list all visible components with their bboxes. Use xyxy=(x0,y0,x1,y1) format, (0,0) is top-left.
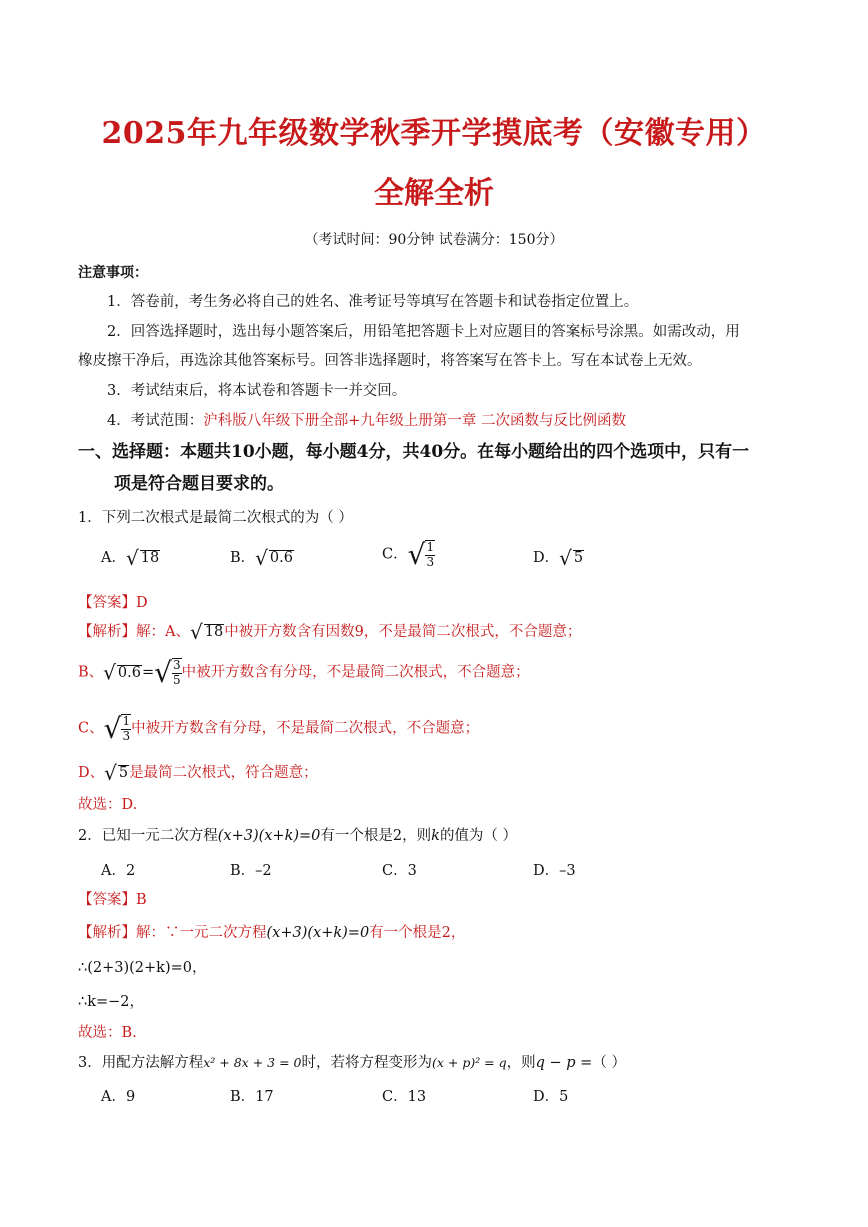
variable: k xyxy=(431,828,440,844)
stem-suffix: 的值为（ ） xyxy=(439,828,518,844)
question-3-option-a: A．9 xyxy=(101,1089,136,1105)
option-label: B． xyxy=(230,550,256,566)
question-3-option-b: B．17 xyxy=(230,1089,274,1105)
expl-prefix: D、 xyxy=(78,765,105,781)
question-1-choose: 故选：D. xyxy=(78,797,138,813)
expression: q − p = xyxy=(535,1055,593,1071)
equation: (x+3)(x+k)=0 xyxy=(217,828,321,844)
expl-text: 中被开方数含有分母，不是最简二次根式，不合题意； xyxy=(181,664,530,681)
note-item-4-prefix: 4．考试范围： xyxy=(107,413,204,429)
expl-text: 是最简二次根式，符合题意； xyxy=(129,765,318,781)
numerator: 1 xyxy=(122,714,131,729)
radicand: 18 xyxy=(204,624,224,640)
question-1-option-c xyxy=(382,538,435,571)
question-1-explanation-a xyxy=(78,620,581,644)
question-1-stem: 1．下列二次根式是最简二次根式的为（ ） xyxy=(78,510,353,526)
radicand: 18 xyxy=(140,550,160,566)
radicand: 5 xyxy=(573,550,584,566)
expl-prefix: C、 xyxy=(78,720,104,737)
radical-icon: √ xyxy=(255,546,268,570)
note-item-2: 2．回答选择题时，选出每小题答案后，用铅笔把答题卡上对应题目的答案标号涂黑。如需改动，用 xyxy=(107,324,740,340)
radicand: 5 xyxy=(118,765,129,781)
question-1-explanation-b xyxy=(78,656,530,689)
denominator: 3 xyxy=(122,728,131,743)
stem-prefix: 3．用配方法解方程 xyxy=(78,1055,204,1071)
radicand: 0.6 xyxy=(117,664,141,681)
question-1-option-d xyxy=(533,546,584,570)
equation: (x+3)(x+k)=0 xyxy=(266,925,370,941)
section-heading-cont: 项是符合题目要求的。 xyxy=(114,474,284,494)
question-2-choose: 故选：B. xyxy=(78,1025,137,1041)
stem-mid-2: ，则 xyxy=(506,1055,536,1071)
question-2-explanation xyxy=(78,921,465,942)
radical-icon: √ xyxy=(407,538,426,571)
question-2-answer: 【答案】B xyxy=(78,892,147,908)
stem-prefix: 2．已知一元二次方程 xyxy=(78,828,218,844)
question-1-option-b xyxy=(230,546,294,570)
question-2-option-b: B．–2 xyxy=(230,863,272,879)
question-1-explanation-c xyxy=(78,712,479,745)
question-3-stem xyxy=(78,1051,626,1072)
expl-prefix: B、 xyxy=(78,664,104,681)
radical-icon: √ xyxy=(103,712,122,745)
option-label: C． xyxy=(382,546,408,563)
fraction xyxy=(425,540,435,568)
note-item-2-cont: 橡皮擦干净后，再选涂其他答案标号。回答非选择题时，将答案写在答卡上。写在本试卷上无效。 xyxy=(78,353,702,369)
question-1-answer: 【答案】D xyxy=(78,595,148,611)
radical-icon: √ xyxy=(189,620,203,644)
question-2-option-d: D．–3 xyxy=(533,863,576,879)
section-heading: 一、选择题：本题共10小题，每小题4分，共40分。在每小题给出的四个选项中，只有一 xyxy=(78,442,750,462)
denominator: 3 xyxy=(426,554,435,569)
radical-icon: √ xyxy=(103,660,116,685)
stem-mid: 时，若将方程变形为 xyxy=(301,1055,432,1071)
equation-2: (x + p)² = q xyxy=(431,1055,507,1070)
question-1-option-a xyxy=(101,546,160,570)
fraction xyxy=(172,658,182,686)
note-item-1: 1．答卷前，考生务必将自己的姓名、准考证号等填写在答题卡和试卷指定位置上。 xyxy=(107,294,639,310)
question-3-option-d: D．5 xyxy=(533,1089,569,1105)
radical-icon: √ xyxy=(104,761,117,785)
expl-text: 中被开方数含有分母，不是最简二次根式，不合题意； xyxy=(131,720,480,737)
exam-scope: 沪科版八年级下册全部+九年级上册第一章 二次函数与反比例函数 xyxy=(203,413,626,429)
option-label: A． xyxy=(101,550,126,566)
note-item-4 xyxy=(107,409,626,430)
equals: = xyxy=(141,664,155,681)
document-title: 2025年九年级数学秋季开学摸底考（安徽专用） xyxy=(101,116,767,151)
question-2-step-2: ∴k=−2， xyxy=(78,994,145,1010)
exam-info: （考试时间：90分钟 试卷满分：150分） xyxy=(304,232,564,248)
question-2-stem xyxy=(78,824,517,845)
expl-suffix: 有一个根是2， xyxy=(369,925,466,941)
fraction xyxy=(121,714,131,742)
document-subtitle-title: 全解全析 xyxy=(374,176,494,211)
question-3-option-c: C．13 xyxy=(382,1089,427,1105)
denominator: 5 xyxy=(172,672,181,687)
question-1-explanation-d xyxy=(78,761,318,785)
question-2-step-1: ∴(2+3)(2+k)=0， xyxy=(78,960,207,976)
numerator: 1 xyxy=(426,540,435,555)
option-label: D． xyxy=(533,550,560,566)
stem-mid: 有一个根是2，则 xyxy=(320,828,432,844)
equation: x² + 8x + 3 = 0 xyxy=(203,1055,302,1070)
expl-prefix: 【解析】解：A、 xyxy=(78,624,190,640)
radical-icon: √ xyxy=(154,656,172,689)
stem-suffix: （ ） xyxy=(592,1055,626,1071)
radical-icon: √ xyxy=(125,546,139,570)
radical-icon: √ xyxy=(559,546,572,570)
question-2-option-a: A．2 xyxy=(101,863,136,879)
expl-prefix: 【解析】解：∵一元二次方程 xyxy=(78,925,267,941)
notes-heading: 注意事项： xyxy=(78,265,148,281)
note-item-3: 3．考试结束后，将本试卷和答题卡一并交回。 xyxy=(107,383,407,399)
radicand: 0.6 xyxy=(269,550,293,566)
question-2-option-c: C．3 xyxy=(382,863,417,879)
numerator: 3 xyxy=(172,658,181,673)
expl-text: 中被开方数含有因数9，不是最简二次根式，不合题意； xyxy=(224,624,582,640)
